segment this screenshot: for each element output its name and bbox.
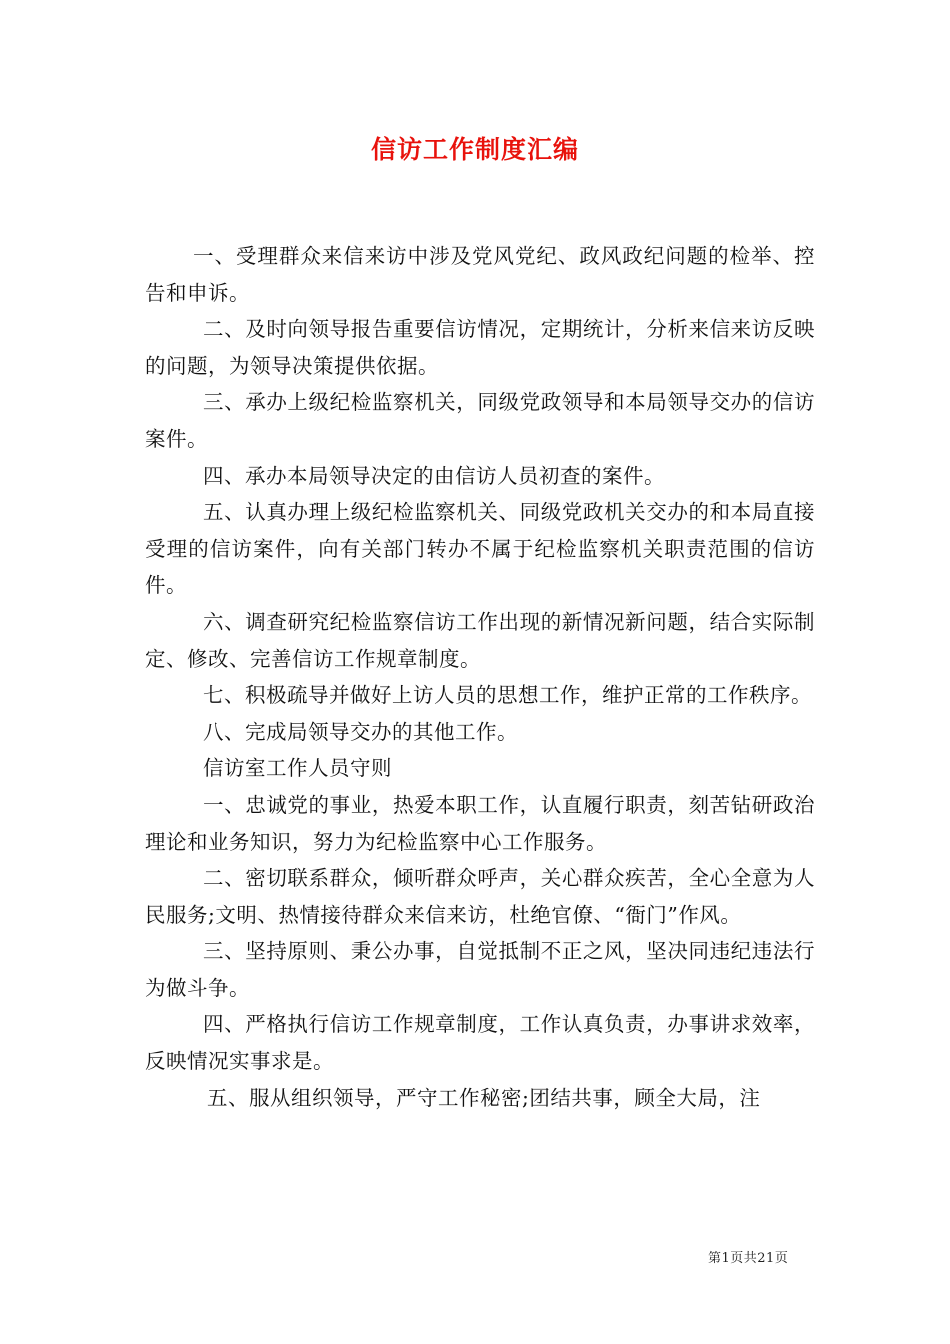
paragraph: 四、严格执行信访工作规章制度，工作认真负责，办事讲求效率，反映情况实事求是。	[145, 1012, 815, 1074]
paragraph: 一、忠诚党的事业，热爱本职工作，认直履行职责，刻苦钻研政治理论和业务知识，努力为纪检监察中心工作服务。	[145, 792, 815, 854]
paragraph: 七、积极疏导并做好上访人员的思想工作，维护正常的工作秩序。	[203, 683, 812, 708]
paragraph: 六、调查研究纪检监察信访工作出现的新情况新问题，结合实际制定、修改、完善信访工作规章制度。	[145, 609, 815, 671]
paragraph: 二、密切联系群众，倾听群众呼声，关心群众疾苦，全心全意为人民服务;文明、热情接待群众来信来访，杜绝官僚、“衙门”作风。	[145, 866, 815, 927]
paragraph: 五、认真办理上级纪检监察机关、同级党政机关交办的和本局直接受理的信访案件，向有关部门转办不属于纪检监察机关职责范围的信访件。	[145, 500, 815, 598]
section-heading: 信访室工作人员守则	[203, 756, 392, 781]
paragraph: 五、服从组织领导，严守工作秘密;团结共事，顾全大局，注	[207, 1085, 761, 1110]
paragraph: 八、完成局领导交办的其他工作。	[203, 719, 518, 744]
paragraph: 三、承办上级纪检监察机关，同级党政领导和本局领导交办的信访案件。	[145, 390, 815, 451]
paragraph: 一、受理群众来信来访中涉及党风党纪、政风政纪问题的检举、控告和申诉。	[145, 244, 815, 305]
paragraph: 二、及时向领导报告重要信访情况，定期统计，分析来信来访反映的问题，为领导决策提供依据。	[145, 317, 815, 378]
paragraph: 三、坚持原则、秉公办事，自觉抵制不正之风，坚决同违纪违法行为做斗争。	[145, 939, 815, 1000]
page-footer: 第1页共21页	[708, 1251, 789, 1266]
document-body	[145, 238, 815, 1116]
document-title: 信访工作制度汇编	[370, 135, 579, 164]
paragraph: 四、承办本局领导决定的由信访人员初查的案件。	[203, 463, 665, 488]
